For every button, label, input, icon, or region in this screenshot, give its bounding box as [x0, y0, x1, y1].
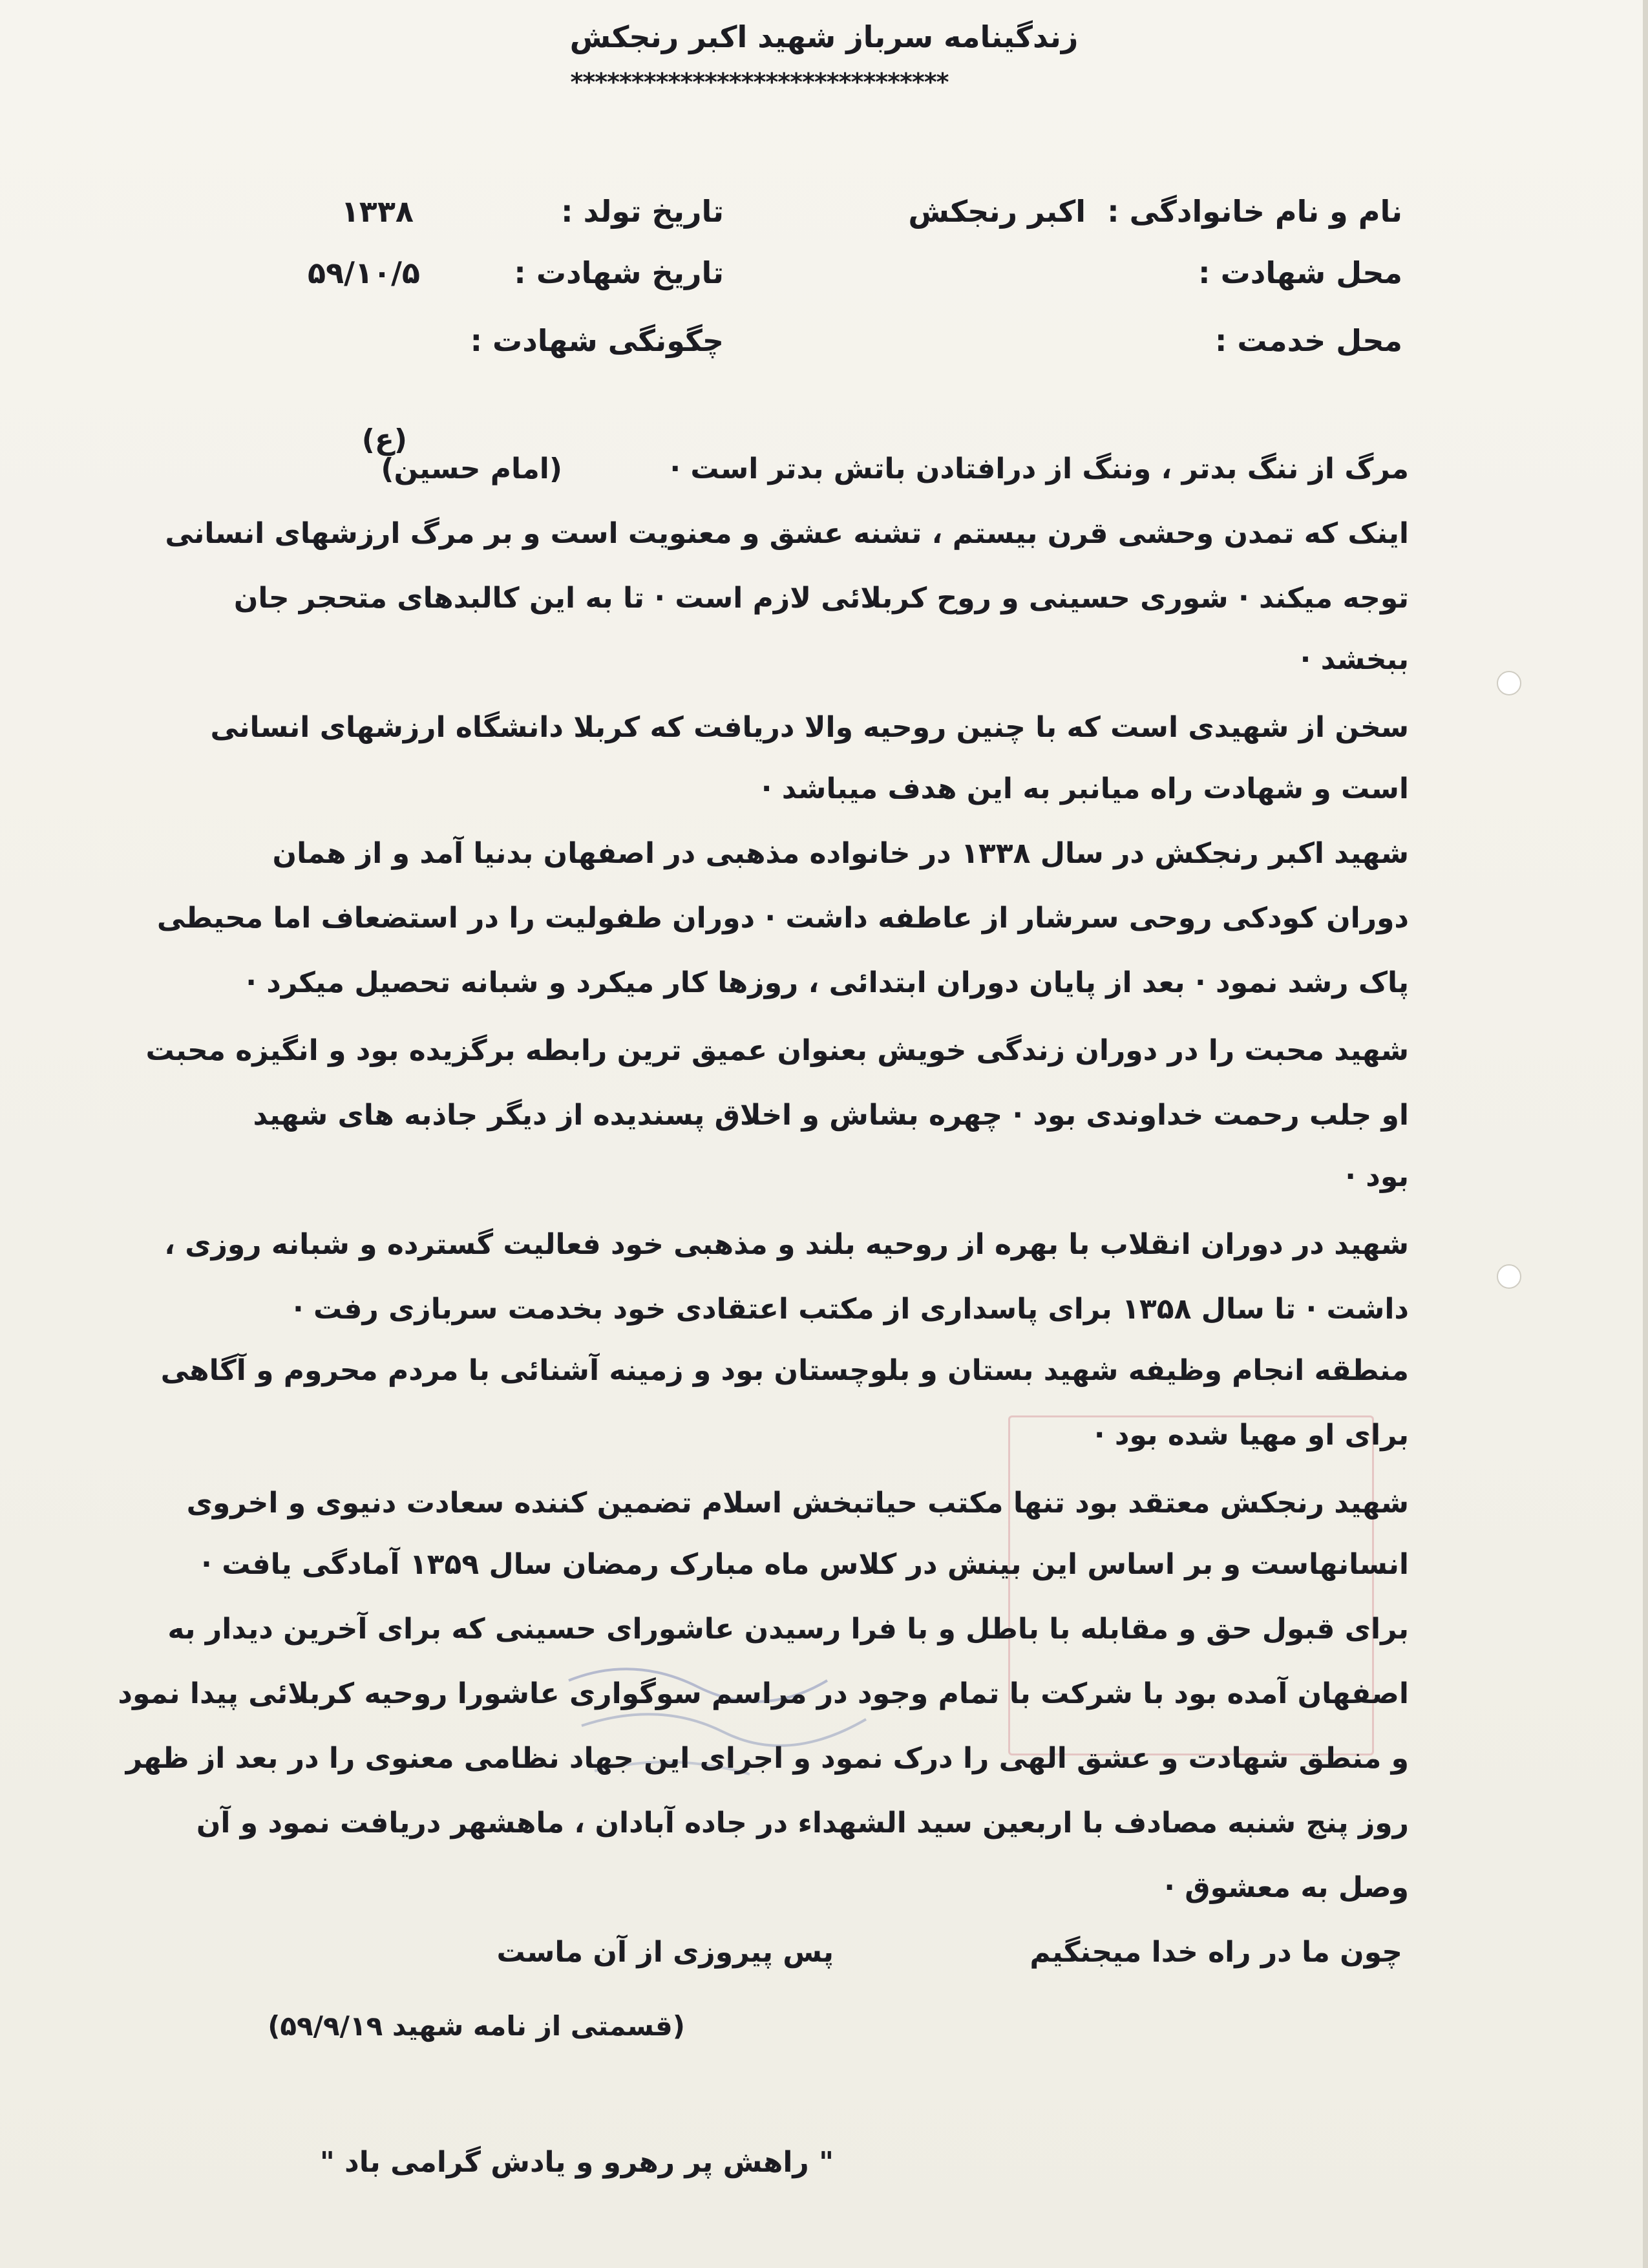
punch-hole	[1497, 671, 1521, 695]
punch-hole	[1497, 1264, 1521, 1289]
body-line: بود ·	[1345, 1160, 1409, 1193]
name-value: اکبر رنجکش	[908, 194, 1086, 229]
body-line: است و شهادت راه میانبر به این هدف میباشد ·	[761, 772, 1409, 805]
name-label: نام و نام خانوادگی :	[1107, 194, 1402, 229]
birth-date-label: تاریخ تولد :	[561, 194, 724, 229]
body-line: سخن از شهیدی است که با چنین روحیه والا دریافت که کربلا دانشگاه ارزشهای انسانی	[210, 711, 1409, 744]
body-line: دوران کودکی روحی سرشار از عاطفه داشت · دوران طفولیت را در استضعاف اما محیطی	[156, 902, 1409, 935]
body-line: و منطق شهادت و عشق الهی را درک نمود و اجرای این جهاد نظامی معنوی را در بعد از ظهر	[125, 1742, 1409, 1775]
body-line: شهید رنجکش معتقد بود تنها مکتب حیاتبخش اسلام تضمین کننده سعادت دنیوی و اخروی	[186, 1487, 1409, 1520]
closing-dedication: " راهش پر رهرو و یادش گرامی باد "	[319, 2146, 834, 2179]
body-line: او جلب رحمت خداوندی بود · چهره بشاش و اخلاق پسندیده از دیگر جاذبه های شهید	[253, 1099, 1409, 1132]
body-line: منطقه انجام وظیفه شهید بستان و بلوچستان بود و زمینه آشنائی با مردم محروم و آگاهی	[160, 1354, 1409, 1387]
page-edge	[1643, 0, 1648, 2268]
body-line: روز پنج شنبه مصادف با اربعین سید الشهداء در جاده آبادان ، ماهشهر دریافت نمود و آن	[196, 1807, 1409, 1839]
martyrdom-date-label: تاریخ شهادت :	[514, 255, 724, 290]
body-line: انسانهاست و بر اساس این بینش در کلاس ماه مبارک رمضان سال ۱۳۵۹ آمادگی یافت ·	[201, 1548, 1409, 1581]
birth-date-value: ۱۳۳۸	[341, 194, 414, 229]
body-line: شهید در دوران انقلاب با بهره از روحیه بلند و مذهبی خود فعالیت گسترده و شبانه روزی ،	[164, 1228, 1409, 1261]
martyrdom-manner-label: چگونگی شهادت :	[470, 323, 724, 358]
body-line: وصل به معشوق ·	[1164, 1871, 1409, 1904]
body-line: اصفهان آمده بود با شرکت با تمام وجود در مراسم سوگواری عاشورا روحیه کربلائی پیدا نمود	[118, 1677, 1409, 1710]
body-line: پاک رشد نمود · بعد از پایان دوران ابتدائی ، روزها کار میکرد و شبانه تحصیل میکرد ·	[246, 966, 1409, 999]
body-line: داشت · تا سال ۱۳۵۸ برای پاسداری از مکتب اعتقادی خود بخدمت سربازی رفت ·	[293, 1293, 1409, 1326]
body-line: برای او مهیا شده بود ·	[1093, 1419, 1409, 1452]
letter-reference: (قسمتی از نامه شهید ۵۹/۹/۱۹)	[268, 2010, 685, 2042]
page-title: زندگینامه سرباز شهید اکبر رنجکش	[569, 19, 1079, 54]
title-separator: *******************************	[570, 68, 949, 96]
body-line: برای قبول حق و مقابله با باطل و با فرا رسیدن عاشورای حسینی که برای آخرین دیدار به	[167, 1613, 1409, 1646]
body-line: توجه میکند · شوری حسینی و روح کربلائی لازم است · تا به این کالبدهای متحجر جان	[233, 582, 1409, 615]
quote-attribution: (امام حسین)	[381, 452, 562, 485]
body-line: اینک که تمدن وحشی قرن بیستم ، تشنه عشق و معنویت است و بر مرگ ارزشهای انسانی	[165, 517, 1409, 550]
body-line: شهید محبت را در دوران زندگی خویش بعنوان عمیق ترین رابطه برگزیده بود و انگیزه محبت	[145, 1034, 1409, 1067]
body-line: ببخشد ·	[1300, 643, 1409, 676]
closing-verse-right: چون ما در راه خدا میجنگیم	[1030, 1936, 1402, 1969]
martyrdom-place-label: محل شهادت :	[1198, 255, 1402, 290]
quote-attribution-honorific: (ع)	[361, 423, 407, 456]
martyrdom-date-value: ۵۹/۱۰/۵	[308, 255, 420, 290]
quote-text: مرگ از ننگ بدتر ، وننگ از درافتادن باتش بدتر است ·	[670, 452, 1409, 485]
service-place-label: محل خدمت :	[1214, 323, 1402, 358]
closing-verse-left: پس پیروزی از آن ماست	[496, 1936, 834, 1969]
body-line: شهید اکبر رنجکش در سال ۱۳۳۸ در خانواده مذهبی در اصفهان بدنیا آمد و از همان	[272, 837, 1409, 870]
